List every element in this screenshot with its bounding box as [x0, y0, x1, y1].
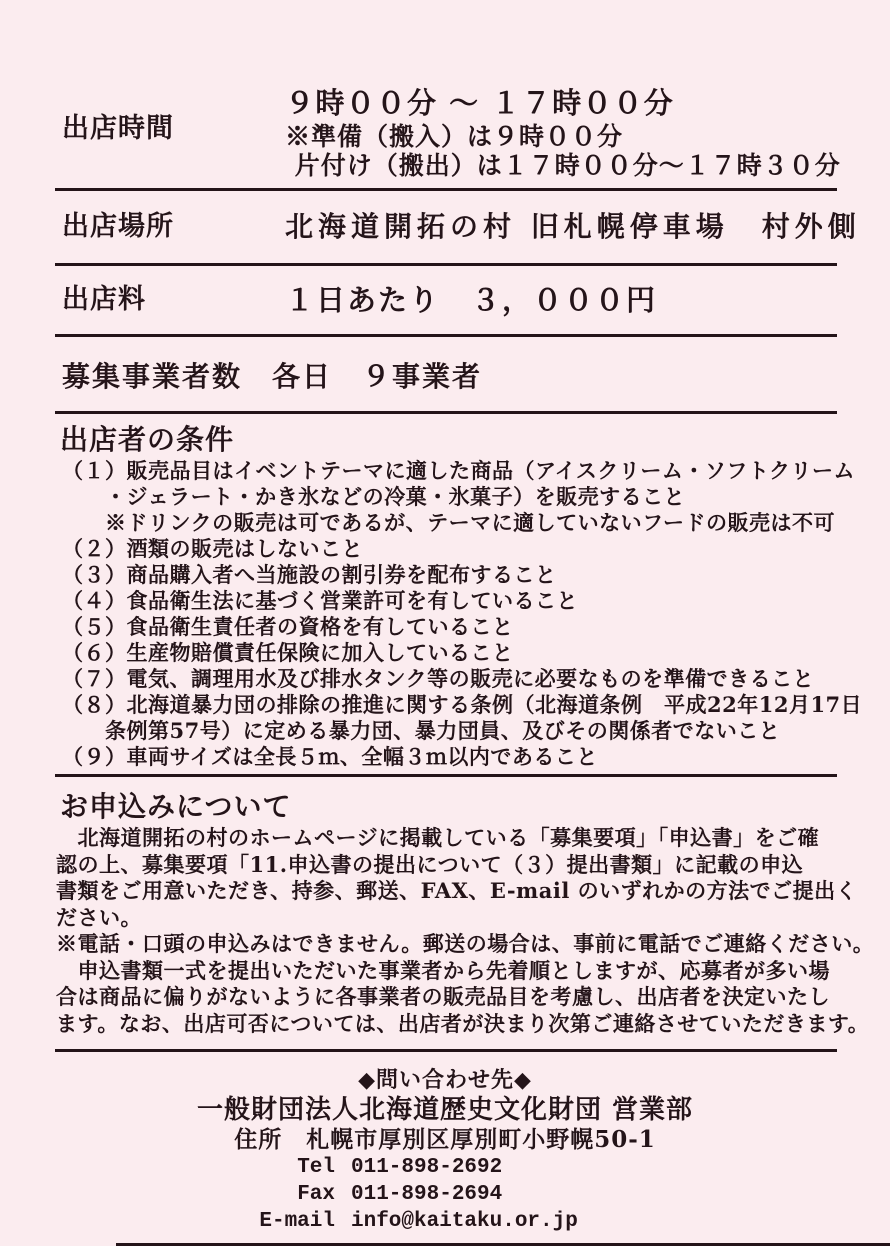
contact-detail-row — [0, 1181, 890, 1208]
opening-hours-note-setup: ※準備（搬入）は９時００分 — [285, 122, 624, 151]
condition-line: （５）食品衛生責任者の資格を有していること — [62, 614, 514, 639]
condition-line: （３）商品購入者へ当施設の割引券を配布すること — [62, 562, 557, 587]
application-line: 合は商品に偏りがないように各事業者の販売品目を考慮し、出店者を決定いたし — [56, 984, 830, 1009]
application-line: ます。なお、出店可否については、出店者が決まり次第ご連絡させていただきます。 — [56, 1010, 870, 1036]
opening-hours-note-teardown: 片付け（搬出）は１７時００分～１７時３０分 — [285, 151, 841, 180]
condition-line: 条例第57号）に定める暴力団、暴力団員、及びその関係者でないこと — [62, 718, 781, 743]
row-location — [62, 191, 870, 263]
application-line: 書類をご用意いただき、持参、郵送、FAX、E-mail のいずれかの方法でご提出く — [56, 878, 858, 903]
condition-line: （２）酒類の販売はしないこと — [62, 536, 363, 561]
application-line: ださい。 — [56, 904, 142, 930]
application-heading: お申込みについて — [60, 790, 292, 823]
contact-detail-value: 011-898-2692 — [351, 1156, 503, 1179]
condition-line: （４）食品衛生法に基づく営業許可を有していること — [62, 588, 578, 613]
row-fee — [62, 266, 870, 334]
recruit-count-line: 募集事業者数 各日 ９事業者 — [62, 360, 483, 393]
application-line: 認の上、募集要項「11.申込書の提出について（３）提出書類」に記載の申込 — [56, 851, 804, 877]
conditions-list — [62, 458, 890, 774]
opening-hours-label: 出店時間 — [62, 113, 174, 144]
contact-detail-label: Tel — [297, 1156, 335, 1179]
location-label: 出店場所 — [62, 211, 174, 242]
conditions-heading: 出店者の条件 — [60, 423, 235, 456]
condition-line: （６）生産物賠償責任保険に加入していること — [62, 640, 514, 665]
application-paragraph — [56, 825, 890, 1049]
contact-details — [0, 1154, 890, 1235]
contact-detail-label: Fax — [297, 1183, 335, 1206]
fee-label: 出店料 — [62, 284, 146, 315]
condition-line: （８）北海道暴力団の排除の推進に関する条例（北海道条例 平成22年12月17日 — [62, 692, 863, 717]
location-value: 北海道開拓の村 旧札幌停車場 村外側 — [285, 210, 861, 243]
row-opening-hours — [62, 0, 870, 188]
condition-line: （７）電気、調理用水及び排水タンク等の販売に必要なものを準備できること — [62, 666, 815, 691]
application-line: ※電話・口頭の申込みはできません。郵送の場合は、事前に電話でご連絡ください。 — [56, 931, 875, 956]
application-line: 北海道開拓の村のホームページに掲載している「募集要項」「申込書」をご確 — [56, 825, 820, 850]
conditions-section — [0, 414, 890, 774]
contact-detail-value: info@kaitaku.or.jp — [351, 1210, 578, 1233]
condition-line: ・ジェラート・かき氷などの冷菓・氷菓子）を販売すること — [62, 484, 686, 509]
contact-detail-value: 011-898-2694 — [351, 1183, 503, 1206]
contact-section — [0, 1052, 890, 1235]
condition-line: ※ドリンクの販売は可であるが、テーマに適していないフードの販売は不可 — [62, 510, 835, 535]
application-section — [0, 777, 890, 1049]
condition-line: （１）販売品目はイベントテーマに適した商品（アイスクリーム・ソフトクリーム — [62, 458, 855, 483]
condition-line: （９）車両サイズは全長５ｍ、全幅３ｍ以内であること — [62, 744, 598, 769]
contact-detail-label: E-mail — [259, 1210, 335, 1233]
opening-hours-value: ９時００分 ～ １７時００分 — [285, 86, 675, 120]
contact-address: 住所 札幌市厚別区厚別町小野幌50-1 — [234, 1126, 656, 1153]
fee-value: １日あたり ３，０００円 — [285, 283, 658, 317]
contact-heading: ◆問い合わせ先◆ — [358, 1067, 532, 1093]
contact-organization: 一般財団法人北海道歴史文化財団 営業部 — [196, 1095, 694, 1125]
contact-detail-row — [0, 1154, 890, 1181]
application-line: 申込書類一式を提出いただいた事業者から先着順としますが、応募者が多い場 — [56, 957, 830, 983]
opening-hours-value-block — [285, 84, 841, 180]
contact-detail-row — [0, 1208, 890, 1235]
